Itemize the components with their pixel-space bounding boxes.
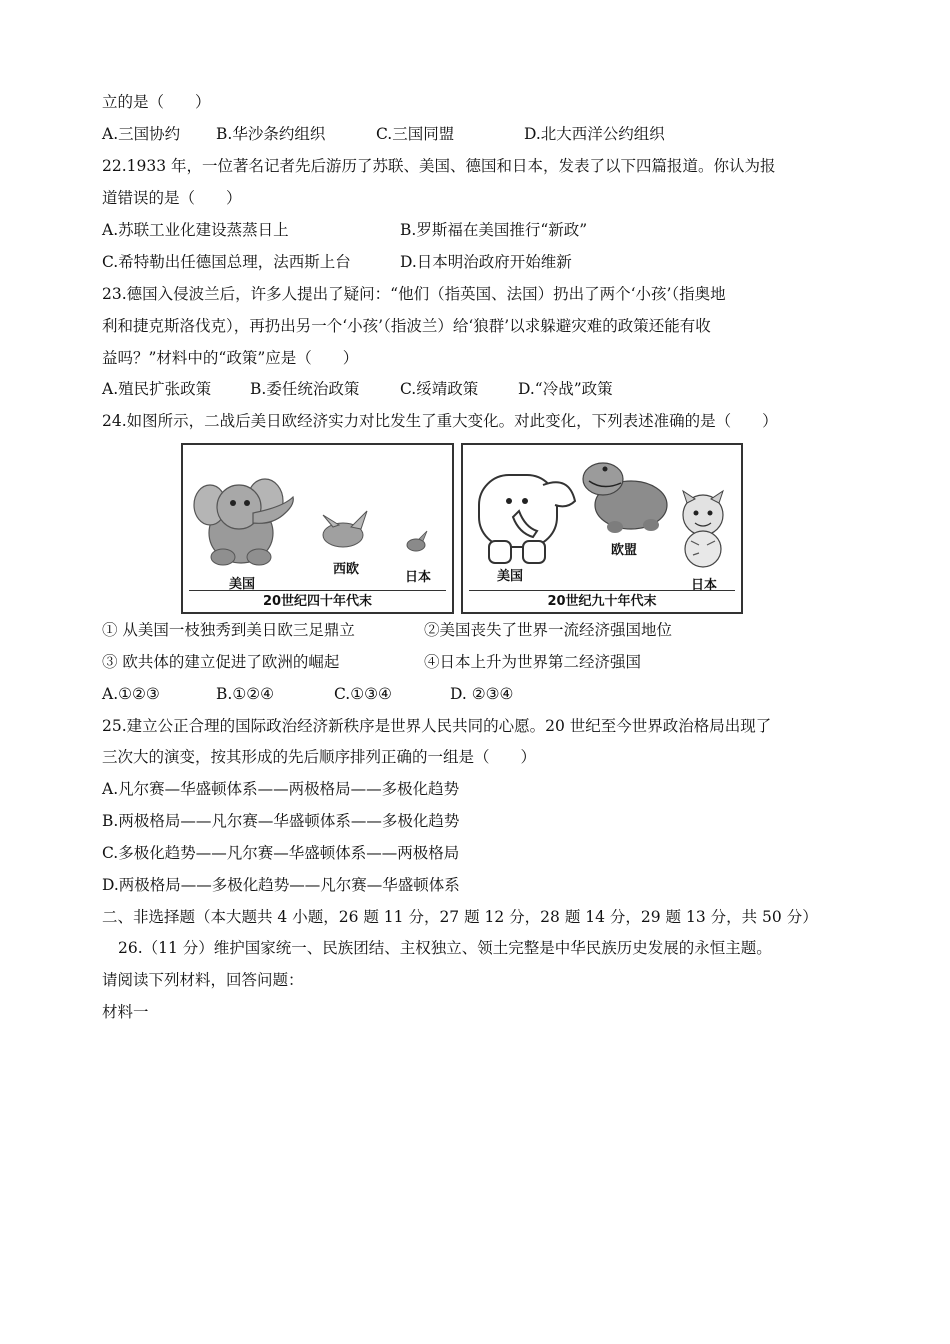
- q24-statement-2: ②美国丧失了世界一流经济强国地位: [424, 621, 673, 639]
- q24-option-c: C.①③④: [334, 685, 392, 703]
- q21-option-d: D.北大西洋公约组织: [524, 125, 665, 143]
- q24-stem: 24.如图所示，二战后美日欧经济实力对比发生了重大变化。对此变化，下列表述准确的是（ ）: [102, 412, 778, 430]
- q22-stem-line1: 22.1933 年，一位著名记者先后游历了苏联、美国、德国和日本，发表了以下四篇报道。你认为报: [102, 157, 776, 175]
- q25-option-c: C.多极化趋势——凡尔赛—华盛顿体系——两极格局: [102, 844, 460, 862]
- label-western-europe-1940s: 西欧: [333, 562, 360, 577]
- q21-stem-tail: 立的是（ ）: [102, 93, 211, 111]
- q22-stem-line2: 道错误的是（ ）: [102, 189, 242, 207]
- q23-option-a: A.殖民扩张政策: [102, 380, 212, 398]
- q22-option-d: D.日本明治政府开始维新: [400, 253, 572, 271]
- q23-stem-line3: 益吗？”材料中的“政策”应是（ ）: [102, 349, 359, 367]
- q23-option-d: D.“冷战”政策: [518, 380, 613, 398]
- q25-option-d: D.两极格局——多极化趋势——凡尔赛—华盛顿体系: [102, 876, 460, 894]
- q25-option-b: B.两极格局——凡尔赛—华盛顿体系——多极化趋势: [102, 812, 460, 830]
- q22-option-b: B.罗斯福在美国推行“新政”: [400, 221, 588, 239]
- caption-1940s: 20世纪四十年代末: [262, 594, 373, 609]
- caption-1990s: 20世纪九十年代末: [547, 594, 657, 609]
- q24-option-a: A.①②③: [102, 685, 160, 703]
- q26-stem-line1: 26.（11 分）维护国家统一、民族团结、主权独立、领土完整是中华民族历史发展的永恒主题。: [118, 939, 772, 957]
- label-usa-1940s: 美国: [229, 577, 256, 592]
- q26-stem-line2: 请阅读下列材料，回答问题：: [102, 971, 304, 989]
- q21-option-a: A.三国协约: [102, 125, 181, 143]
- q23-option-b: B.委任统治政策: [250, 380, 360, 398]
- q22-option-c: C.希特勒出任德国总理，法西斯上台: [102, 253, 351, 271]
- label-japan-1990s: 日本: [691, 578, 718, 593]
- q24-statement-1: ① 从美国一枝独秀到美日欧三足鼎立: [102, 621, 355, 639]
- material-1-label: 材料一: [102, 1003, 149, 1021]
- q23-option-c: C.绥靖政策: [400, 380, 479, 398]
- q25-option-a: A.凡尔赛—华盛顿体系——两极格局——多极化趋势: [102, 780, 460, 798]
- q22-option-a: A.苏联工业化建设蒸蒸日上: [102, 221, 289, 239]
- figure-panel-1940s: [181, 443, 454, 614]
- q24-option-d: D. ②③④: [450, 685, 514, 703]
- q23-stem-line1: 23.德国入侵波兰后，许多人提出了疑问：“他们（指英国、法国）扔出了两个‘小孩’（指奥地: [102, 285, 726, 303]
- q25-stem-line1: 25.建立公正合理的国际政治经济新秩序是世界人民共同的心愿。20 世纪至今世界政治格局出现了: [102, 717, 772, 735]
- q21-option-c: C.三国同盟: [376, 125, 455, 143]
- section2-heading: 二、非选择题（本大题共 4 小题，26 题 11 分，27 题 12 分，28 题 14 分，29 题 13 分，共 50 分）: [102, 908, 818, 926]
- q24-option-b: B.①②④: [216, 685, 275, 703]
- q24-statement-3: ③ 欧共体的建立促进了欧洲的崛起: [102, 653, 340, 671]
- q21-option-b: B.华沙条约组织: [216, 125, 326, 143]
- q25-stem-line2: 三次大的演变，按其形成的先后顺序排列正确的一组是（ ）: [102, 748, 537, 766]
- label-eu-1990s: 欧盟: [611, 543, 638, 558]
- label-usa-1990s: 美国: [497, 569, 524, 584]
- figure-panel-1990s: [461, 443, 743, 614]
- q23-stem-line2: 利和捷克斯洛伐克），再扔出另一个‘小孩’（指波兰）给‘狼群’以求躲避灾难的政策还能有收: [102, 317, 711, 335]
- label-japan-1940s: 日本: [405, 570, 432, 585]
- q24-statement-4: ④日本上升为世界第二经济强国: [424, 653, 642, 671]
